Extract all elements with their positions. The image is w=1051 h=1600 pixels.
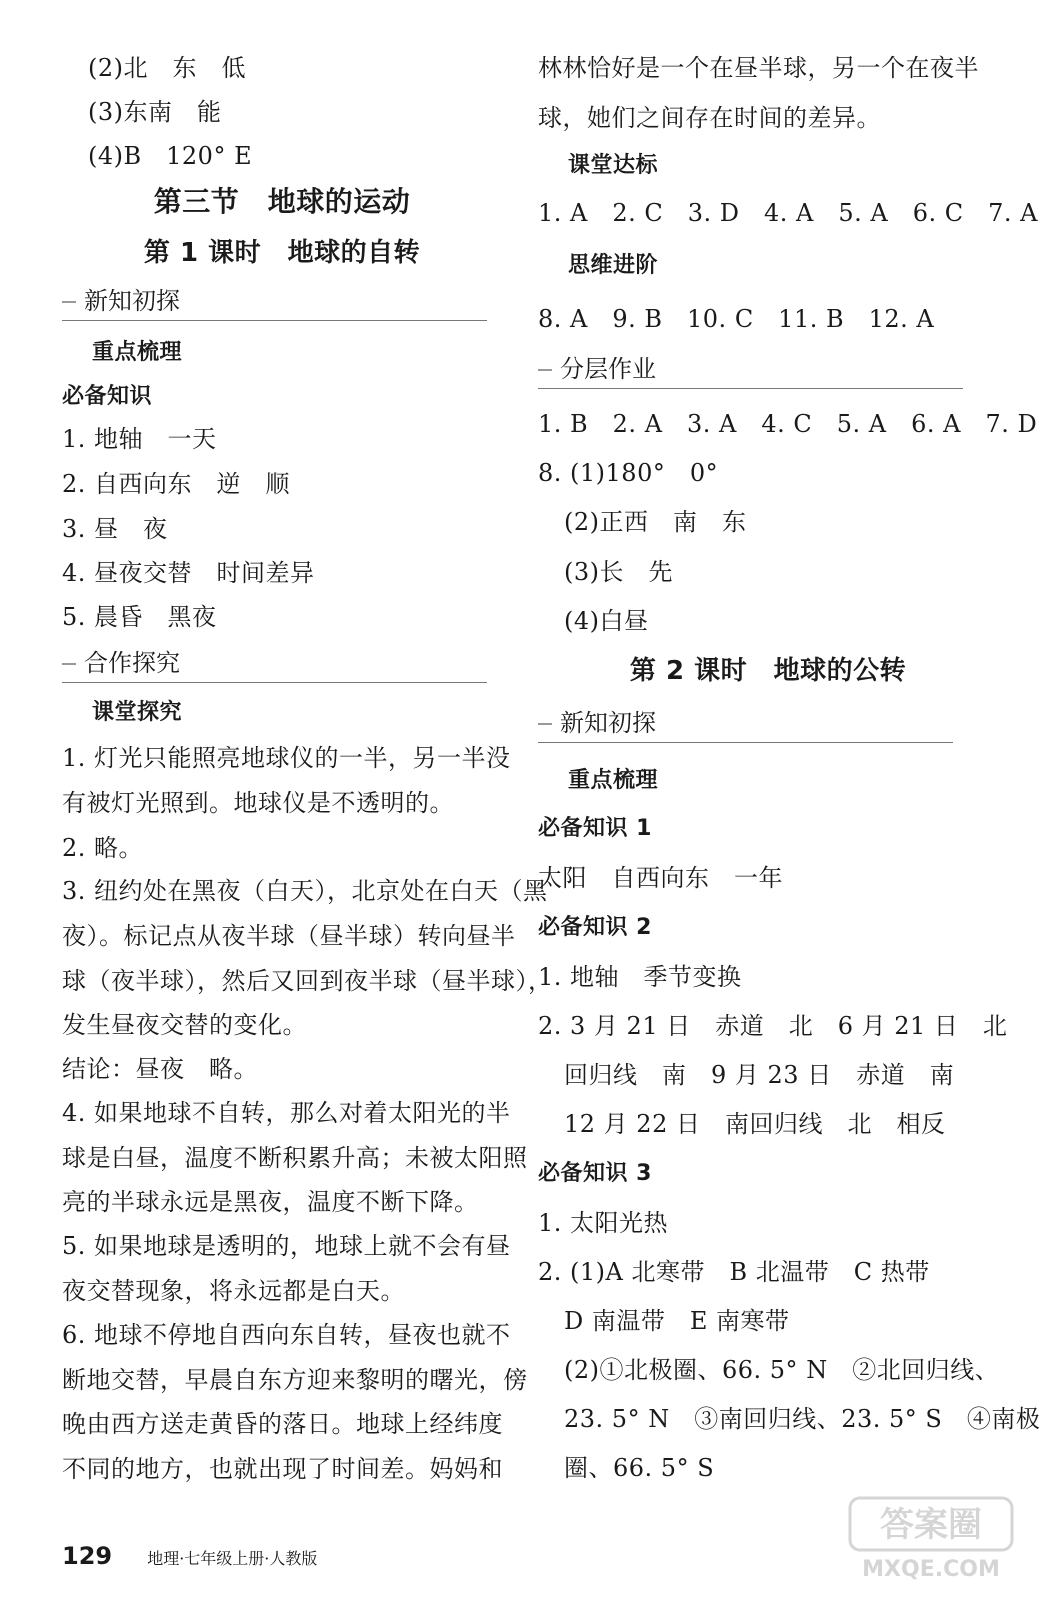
list-item: 4. 昼夜交替 时间差异 [62, 559, 315, 587]
prev-answer-line: (4)B 120° E [88, 142, 253, 170]
lesson-title: 第 2 课时 地球的公转 [629, 656, 907, 686]
subheading: 重点梳理 [568, 768, 659, 793]
answer-line: 8. (1)180° 0° [538, 459, 719, 487]
text-line: 球，她们之间存在时间的差异。 [538, 104, 881, 132]
text-line: 4. 如果地球不自转，那么对着太阳光的半 [62, 1099, 511, 1127]
page-number: 129 [62, 1542, 113, 1570]
text-line: 回归线 南 9 月 23 日 赤道 南 [564, 1061, 955, 1089]
text-line: 5. 如果地球是透明的，地球上就不会有昼 [62, 1232, 511, 1260]
section-marker-icon [62, 301, 76, 303]
text-line: 发生昼夜交替的变化。 [62, 1011, 307, 1039]
text-line: 晚由西方送走黄昏的落日。地球上经纬度 [62, 1410, 503, 1438]
text-line: D 南温带 E 南寒带 [564, 1307, 790, 1335]
section-marker-icon [538, 369, 552, 371]
list-item: 5. 晨昏 黑夜 [62, 603, 217, 631]
text-line: 不同的地方，也就出现了时间差。妈妈和 [62, 1455, 503, 1483]
text-line: 球是白昼，温度不断积累升高；未被太阳照 [62, 1144, 528, 1172]
text-line: 夜）。标记点从夜半球（昼半球）转向昼半 [62, 922, 516, 950]
text-line: 3. 纽约处在黑夜（白天），北京处在白天（黑 [62, 877, 548, 905]
text-line: 2. (1)A 北寒带 B 北温带 C 热带 [538, 1258, 930, 1286]
answer-line: 1. A 2. C 3. D 4. A 5. A 6. C 7. A [538, 199, 1038, 227]
subheading: 课堂达标 [568, 153, 659, 178]
text-line: 1. 灯光只能照亮地球仪的一半，另一半没 [62, 744, 511, 772]
prev-answer-line: (2)北 东 低 [88, 54, 246, 82]
section-header-new-knowledge: 新知初探 [62, 284, 487, 321]
section-header-new-knowledge: 新知初探 [538, 706, 953, 743]
section-title: 第三节 地球的运动 [153, 185, 411, 218]
text-line: 23. 5° N ③南回归线、23. 5° S ④南极 [564, 1405, 1041, 1433]
subheading: 思维进阶 [568, 253, 659, 278]
page-footer [62, 1542, 317, 1570]
answer-line: (2)正西 南 东 [564, 508, 747, 536]
prev-answer-line: (3)东南 能 [88, 98, 222, 126]
text-line: 有被灯光照到。地球仪是不透明的。 [62, 789, 454, 817]
text-line: 结论：昼夜 略。 [62, 1055, 258, 1083]
answer-line: (3)长 先 [564, 558, 673, 586]
text-line: 球（夜半球），然后又回到夜半球（昼半球）， [62, 967, 553, 995]
list-item: 3. 昼 夜 [62, 515, 168, 543]
section-header-homework: 分层作业 [538, 352, 963, 389]
section-marker-icon [538, 723, 552, 725]
must-know-heading: 必备知识 [62, 384, 153, 409]
text-line: 太阳 自西向东 一年 [538, 864, 783, 892]
must-know-heading: 必备知识 2 [538, 915, 652, 940]
answer-line: 8. A 9. B 10. C 11. B 12. A [538, 305, 935, 333]
watermark-text: 答案圈 [880, 1505, 982, 1545]
text-line: 2. 3 月 21 日 赤道 北 6 月 21 日 北 [538, 1012, 1008, 1040]
text-line: 林林恰好是一个在昼半球，另一个在夜半 [538, 54, 979, 82]
list-item: 1. 地轴 一天 [62, 425, 217, 453]
subheading: 重点梳理 [92, 340, 183, 365]
book-title: 地理·七年级上册·人教版 [147, 1549, 318, 1568]
answer-line: (4)白昼 [564, 607, 649, 635]
text-line: 6. 地球不停地自西向东自转，昼夜也就不 [62, 1321, 511, 1349]
subheading: 课堂探究 [92, 700, 183, 725]
text-line: 1. 地轴 季节变换 [538, 963, 742, 991]
text-line: 断地交替，早晨自东方迎来黎明的曙光，傍 [62, 1366, 528, 1394]
watermark-logo-icon [846, 1494, 1016, 1584]
watermark-logo [846, 1494, 1016, 1584]
must-know-heading: 必备知识 3 [538, 1161, 652, 1186]
text-line: 1. 太阳光热 [538, 1209, 669, 1237]
watermark-url: MXQE.COM [862, 1557, 1000, 1582]
must-know-heading: 必备知识 1 [538, 816, 652, 841]
text-line: 12 月 22 日 南回归线 北 相反 [564, 1110, 946, 1138]
text-line: 亮的半球永远是黑夜，温度不断下降。 [62, 1188, 479, 1216]
text-line: 圈、66. 5° S [564, 1454, 715, 1482]
lesson-title: 第 1 课时 地球的自转 [143, 238, 421, 268]
text-line: (2)①北极圈、66. 5° N ②北回归线、 [564, 1356, 1000, 1384]
section-marker-icon [62, 663, 76, 665]
answer-line: 1. B 2. A 3. A 4. C 5. A 6. A 7. D [538, 410, 1038, 438]
section-header-cooperation: 合作探究 [62, 646, 487, 683]
list-item: 2. 自西向东 逆 顺 [62, 470, 291, 498]
text-line: 2. 略。 [62, 834, 144, 862]
text-line: 夜交替现象，将永远都是白天。 [62, 1277, 405, 1305]
